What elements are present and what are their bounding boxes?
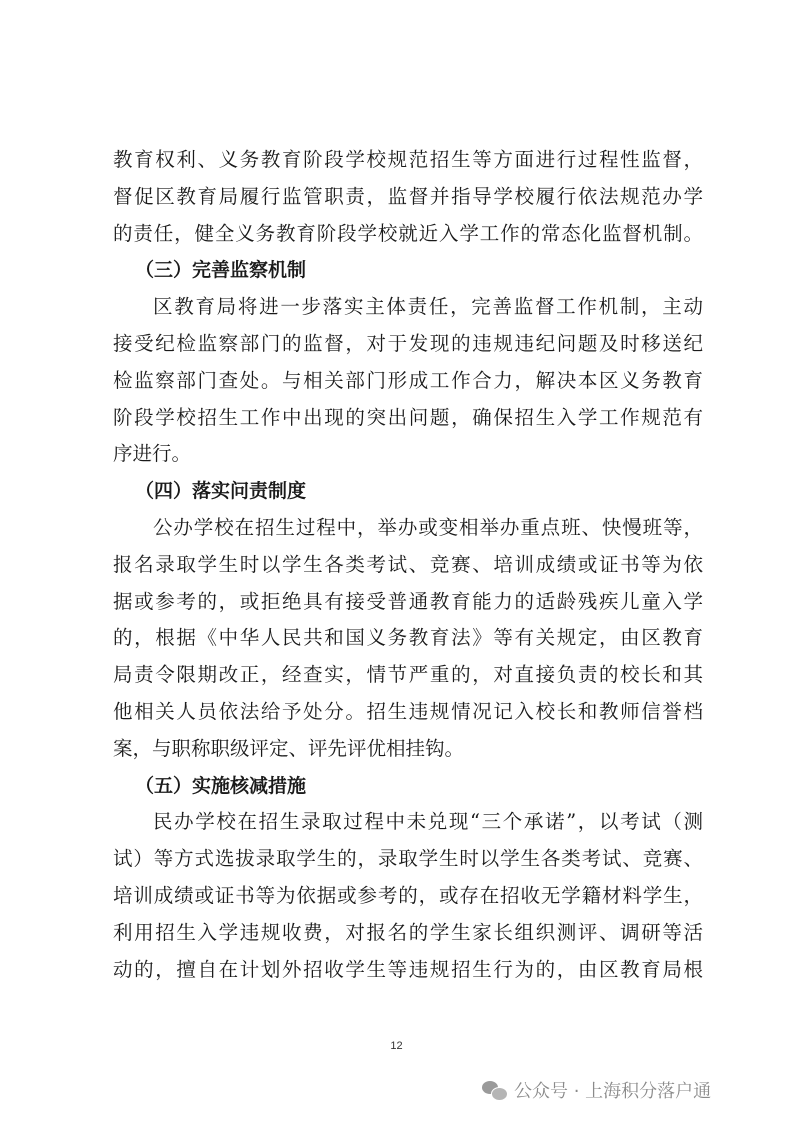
text-line: 检监察部门查处。与相关部门形成工作合力，解决本区义务教育 [113, 368, 703, 392]
page-number: 12 [390, 1040, 403, 1052]
text-line: 报名录取学生时以学生各类考试、竞赛、培训成绩或证书等为依 [113, 552, 703, 576]
text-line: 的，根据《中华人民共和国义务教育法》等有关规定，由区教育 [113, 626, 703, 650]
text-line: 区教育局将进一步落实主体责任，完善监督工作机制，主动 [153, 295, 703, 319]
text-line: 培训成绩或证书等为依据或参考的，或存在招收无学籍材料学生， [113, 883, 703, 907]
text-line: 民办学校在招生录取过程中未兑现“三个承诺”，以考试（测 [153, 810, 703, 834]
text-line: 的责任，健全义务教育阶段学校就近入学工作的常态化监督机制。 [113, 221, 703, 245]
watermark-text: 公众号 · 上海积分落户通 [514, 1081, 712, 1102]
text-line: 他相关人员依法给予处分。招生违规情况记入校长和教师信誉档 [113, 699, 703, 723]
body-text [113, 142, 703, 988]
text-line: 案，与职称职级评定、评先评优相挂钩。 [113, 736, 465, 760]
wechat-icon [482, 1079, 508, 1101]
text-line: 接受纪检监察部门的监督，对于发现的违规违纪问题及时移送纪 [113, 331, 703, 355]
section-heading-5: （五）实施核减措施 [135, 774, 307, 797]
text-line: 阶段学校招生工作中出现的突出问题，确保招生入学工作规范有 [113, 405, 703, 429]
section-heading-3: （三）完善监察机制 [135, 259, 307, 282]
watermark [482, 1077, 711, 1103]
text-line: 动的，擅自在计划外招收学生等违规招生行为的，由区教育局根 [113, 957, 703, 981]
text-line: 督促区教育局履行监管职责，监督并指导学校履行依法规范办学 [113, 184, 703, 208]
text-line: 公办学校在招生过程中，举办或变相举办重点班、快慢班等， [153, 515, 703, 539]
text-line: 局责令限期改正，经查实，情节严重的，对直接负责的校长和其 [113, 663, 703, 687]
section-heading-4: （四）落实问责制度 [135, 480, 307, 503]
text-line: 序进行。 [113, 442, 192, 466]
text-line: 教育权利、义务教育阶段学校规范招生等方面进行过程性监督， [113, 148, 703, 171]
text-line: 据或参考的，或拒绝具有接受普通教育能力的适龄残疾儿童入学 [113, 589, 703, 613]
text-line: 利用招生入学违规收费，对报名的学生家长组织测评、调研等活 [113, 920, 703, 944]
text-line: 试）等方式选拔录取学生的，录取学生时以学生各类考试、竞赛、 [113, 847, 703, 871]
